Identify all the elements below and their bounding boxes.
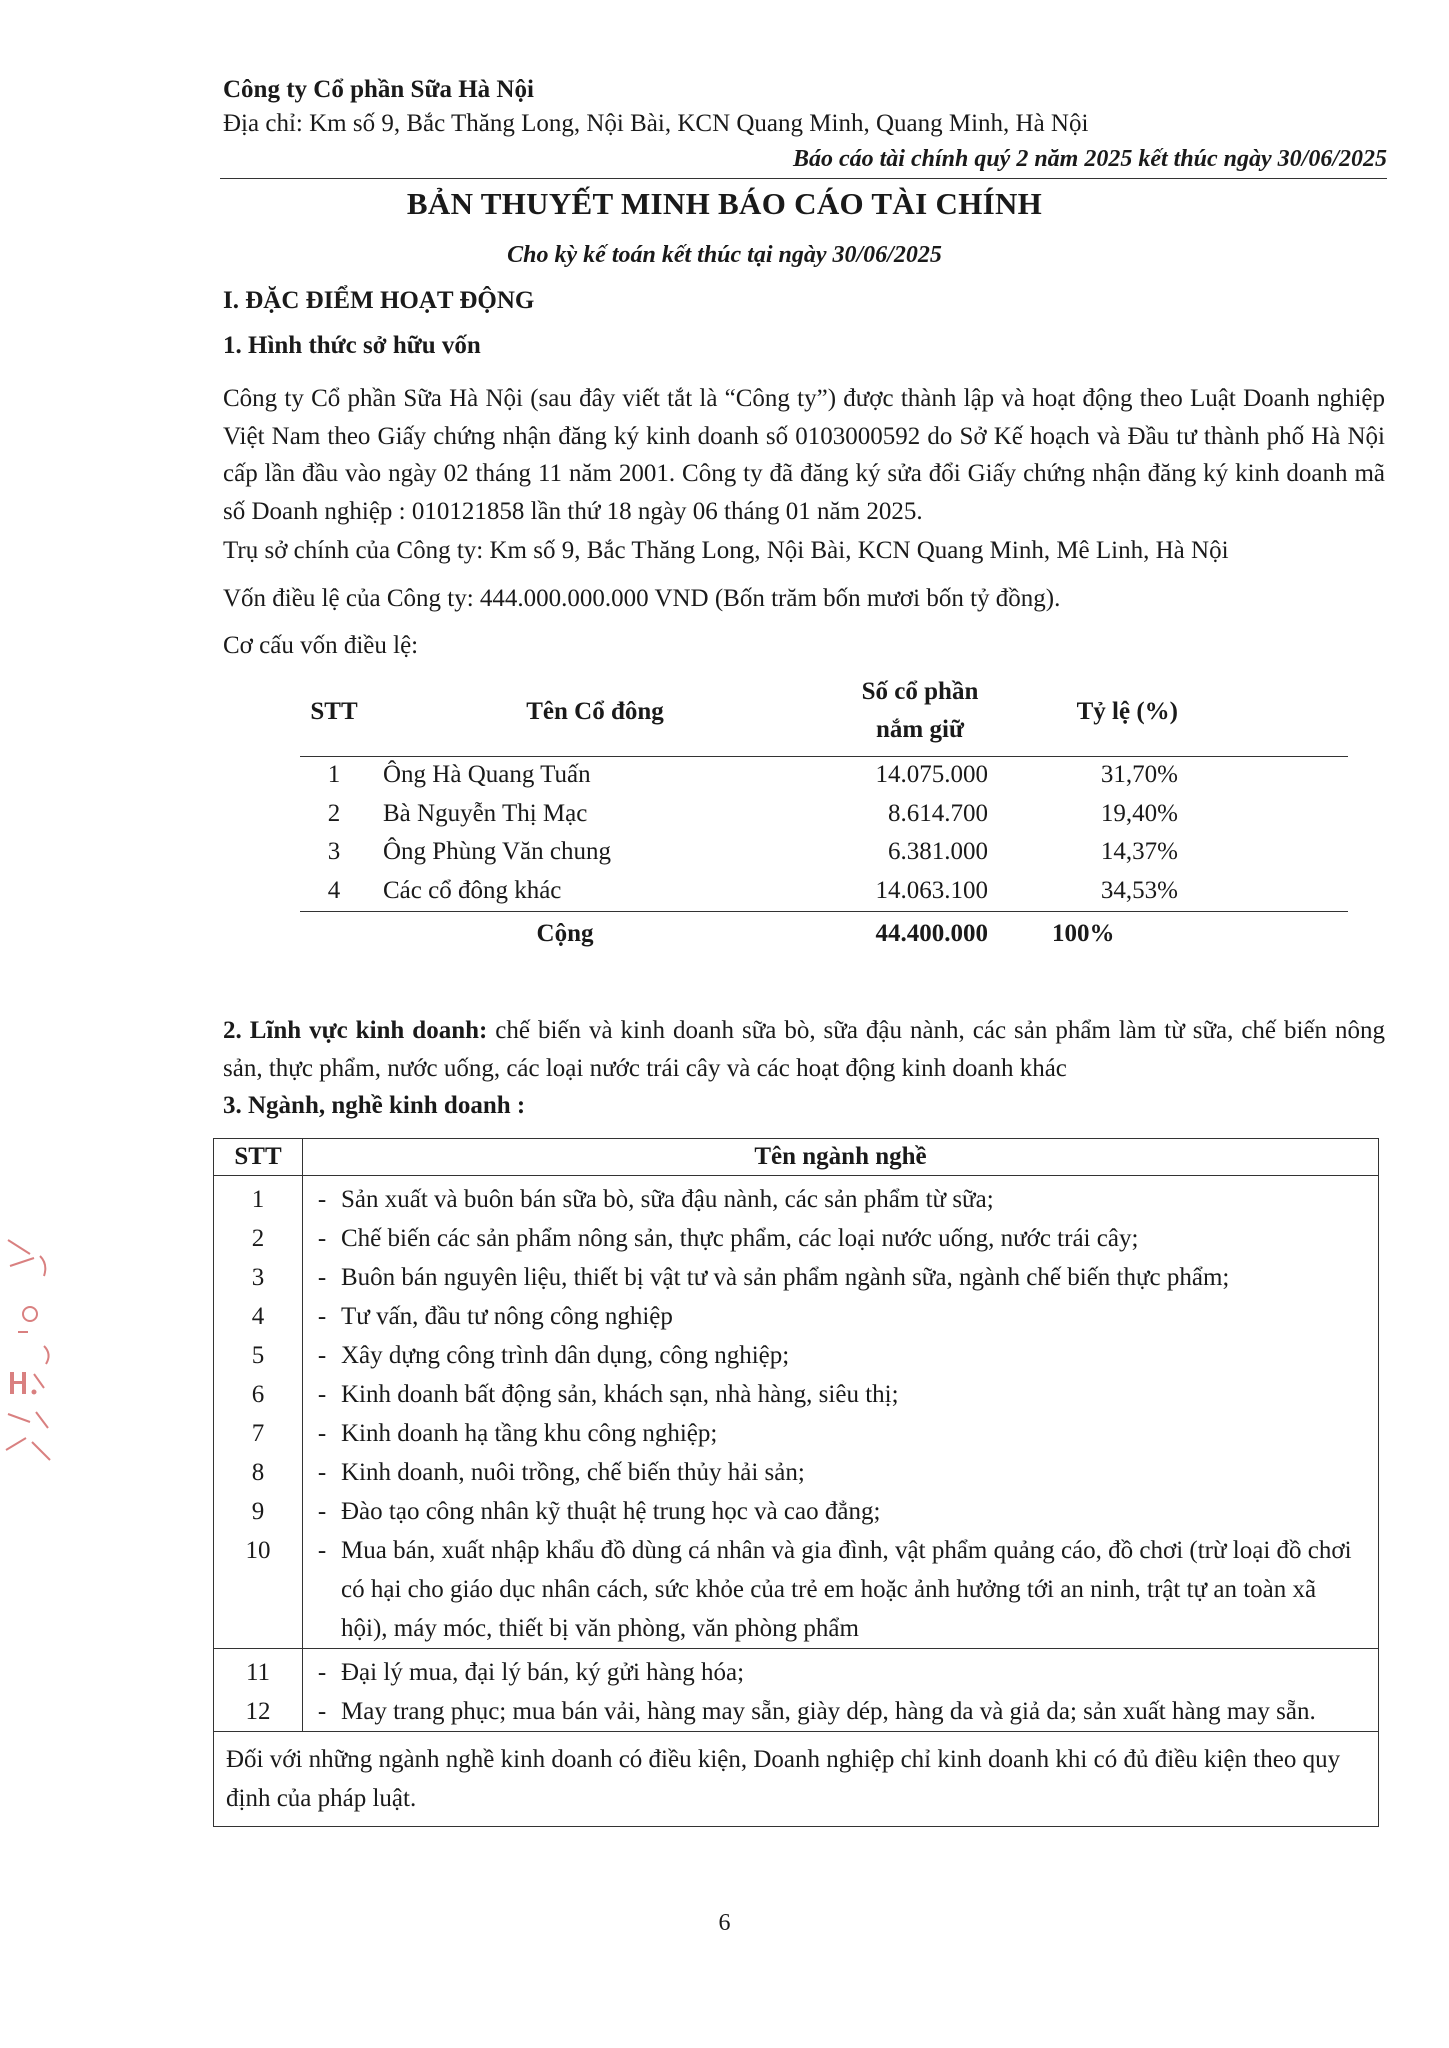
shareholder-stt: 1 — [327, 761, 341, 788]
business-line-text: Kinh doanh bất động sản, khách sạn, nhà hàng, siêu thị; — [341, 1381, 899, 1408]
shareholder-percentage: 19,40% — [1100, 799, 1178, 827]
shareholder-table-header — [300, 676, 1348, 757]
business-field-paragraph — [223, 1012, 1385, 1088]
header-business-name: Tên ngành nghề — [754, 1143, 927, 1170]
company-name: Công ty Cổ phần Sữa Hà Nội — [223, 76, 534, 103]
company-address: Địa chỉ: Km số 9, Bắc Thăng Long, Nội Bài, KCN Quang Minh, Quang Minh, Hà Nội — [223, 110, 1089, 137]
shareholder-percentage: 34,53% — [1100, 876, 1178, 904]
business-line-item — [303, 1336, 1378, 1375]
business-line-text: Buôn bán nguyên liệu, thiết bị vật tư và sản phẩm ngành sữa, ngành chế biến thực phẩm; — [341, 1264, 1230, 1291]
shareholder-row — [300, 834, 1348, 873]
list-dash: - — [317, 1659, 327, 1686]
section-heading-activities: I. ĐẶC ĐIỂM HOẠT ĐỘNG — [223, 287, 535, 314]
shareholder-row — [300, 873, 1348, 912]
list-dash: - — [317, 1537, 327, 1564]
shareholder-percentage: 31,70% — [1100, 761, 1178, 788]
business-group-2 — [214, 1648, 1378, 1731]
business-line-text: Chế biến các sản phẩm nông sản, thực phẩm, các loại nước uống, nước trái cây; — [341, 1225, 1139, 1252]
business-field-label: 2. Lĩnh vực kinh doanh: — [223, 1017, 488, 1044]
subsection-heading-ownership: 1. Hình thức sở hữu vốn — [223, 332, 481, 359]
shareholder-stt: 4 — [327, 876, 341, 904]
business-line-item — [303, 1180, 1378, 1219]
header-shareholder-name: Tên Cổ đông — [526, 698, 664, 725]
shareholder-shares: 14.075.000 — [875, 761, 988, 788]
shareholder-table — [300, 676, 1348, 956]
business-field-text: chế biến và kinh doanh sữa bò, sữa đậu nành, các sản phẩm làm từ sữa, chế biến nông sản, thực phẩm, nước uống, các loại nước trái cây và các hoạt động kinh doanh khác — [223, 1017, 1385, 1082]
business-line-number: 9 — [251, 1498, 265, 1525]
business-line-number: 12 — [245, 1698, 271, 1725]
shareholder-name: Bà Nguyễn Thị Mạc — [383, 799, 588, 827]
business-line-number: 10 — [245, 1537, 271, 1564]
list-dash: - — [317, 1459, 327, 1486]
business-line-item — [303, 1258, 1378, 1297]
business-text-column — [303, 1176, 1378, 1648]
business-line-item — [303, 1219, 1378, 1258]
business-line-number: 11 — [245, 1659, 271, 1686]
shareholder-row — [300, 757, 1348, 796]
capital-structure-label: Cơ cấu vốn điều lệ: — [223, 632, 419, 659]
shareholder-name: Ông Hà Quang Tuấn — [383, 761, 591, 788]
business-line-number: 5 — [251, 1342, 265, 1369]
header-shares-line2: nắm giữ — [876, 716, 964, 743]
shareholder-name: Các cổ đông khác — [383, 876, 562, 904]
business-line-number: 8 — [251, 1459, 265, 1486]
shareholder-shares: 6.381.000 — [888, 838, 988, 865]
business-line-number: 7 — [251, 1420, 265, 1447]
business-line-text: Mua bán, xuất nhập khẩu đồ dùng cá nhân và gia đình, vật phẩm quảng cáo, đồ chơi (trừ loại đồ chơi có hại cho giáo dục nhân cách, sức khỏe của trẻ em hoặc ảnh hưởng tới an ninh, trật tự an toàn xã hội), máy móc, thiết bị văn phòng, văn phòng phẩm — [341, 1537, 1352, 1642]
shareholder-total-row — [300, 911, 1348, 956]
business-line-number: 3 — [251, 1264, 265, 1291]
head-office-line: Trụ sở chính của Công ty: Km số 9, Bắc Thăng Long, Nội Bài, KCN Quang Minh, Mê Linh, Hà Nội — [223, 537, 1229, 564]
total-label: Cộng — [536, 920, 594, 947]
business-line-text: Kinh doanh hạ tầng khu công nghiệp; — [341, 1420, 718, 1447]
business-table-header — [214, 1139, 1378, 1176]
business-number-column — [214, 1649, 303, 1731]
header-divider — [220, 178, 1387, 179]
business-text-column — [303, 1649, 1378, 1731]
business-line-item — [303, 1492, 1378, 1531]
shareholder-stt: 2 — [327, 799, 341, 827]
list-dash: - — [317, 1381, 327, 1408]
business-line-text: Sản xuất và buôn bán sữa bò, sữa đậu nành, các sản phẩm từ sữa; — [341, 1186, 994, 1213]
business-table-note: Đối với những ngành nghề kinh doanh có điều kiện, Doanh nghiệp chỉ kinh doanh khi có đủ điều kiện theo quy định của pháp luật. — [214, 1731, 1378, 1826]
business-line-text: Kinh doanh, nuôi trồng, chế biến thủy hải sản; — [341, 1459, 805, 1486]
business-line-item — [303, 1692, 1378, 1731]
business-lines-heading: 3. Ngành, nghề kinh doanh : — [223, 1092, 526, 1119]
shareholder-name: Ông Phùng Văn chung — [383, 838, 612, 865]
business-line-text: Tư vấn, đầu tư nông công nghiệp — [341, 1303, 673, 1330]
intro-paragraph: Công ty Cổ phần Sữa Hà Nội (sau đây viết tắt là “Công ty”) được thành lập và hoạt động theo Luật Doanh nghiệp Việt Nam theo Giấy chứng nhận đăng ký kinh doanh số 0103000592 do Sở Kế hoạch và Đầu tư thành phố Hà Nội cấp lần đầu vào ngày 02 tháng 11 năm 2001. Công ty đã đăng ký sửa đổi Giấy chứng nhận đăng ký kinh doanh mã số Doanh nghiệp : 010121858 lần thứ 18 ngày 06 tháng 01 năm 2025. — [223, 385, 1385, 525]
document-title: BẢN THUYẾT MINH BÁO CÁO TÀI CHÍNH — [406, 186, 1043, 221]
shareholder-rows — [300, 757, 1348, 911]
header-stt: STT — [310, 698, 358, 725]
list-dash: - — [317, 1698, 327, 1725]
header-stt: STT — [214, 1139, 303, 1175]
business-line-text: Đào tạo công nhân kỹ thuật hệ trung học và cao đẳng; — [341, 1498, 881, 1525]
shareholder-stt: 3 — [327, 838, 341, 865]
total-percentage: 100% — [1052, 920, 1115, 947]
business-line-item — [303, 1531, 1378, 1648]
business-number-column — [214, 1176, 303, 1648]
page-number: 6 — [718, 1910, 731, 1936]
business-lines-table — [213, 1138, 1379, 1827]
business-group-1 — [214, 1176, 1378, 1648]
business-line-number: 1 — [251, 1186, 265, 1213]
list-dash: - — [317, 1498, 327, 1525]
shareholder-percentage: 14,37% — [1100, 838, 1178, 865]
business-line-number: 4 — [251, 1303, 265, 1330]
business-line-item — [303, 1453, 1378, 1492]
header-percentage: Tỷ lệ (%) — [1076, 698, 1178, 725]
list-dash: - — [317, 1303, 327, 1330]
list-dash: - — [317, 1264, 327, 1291]
charter-capital-line: Vốn điều lệ của Công ty: 444.000.000.000 VND (Bốn trăm bốn mươi bốn tỷ đồng). — [223, 585, 1061, 612]
business-line-text: May trang phục; mua bán vải, hàng may sẵn, giày dép, hàng da và giả da; sản xuất hàng may sẵn. — [341, 1698, 1316, 1725]
list-dash: - — [317, 1420, 327, 1447]
list-dash: - — [317, 1342, 327, 1369]
business-line-number: 6 — [251, 1381, 265, 1408]
business-line-number: 2 — [251, 1225, 265, 1252]
business-line-item — [303, 1297, 1378, 1336]
business-line-item — [303, 1375, 1378, 1414]
total-shares: 44.400.000 — [875, 920, 988, 947]
business-line-item — [303, 1414, 1378, 1453]
business-line-text: Đại lý mua, đại lý bán, ký gửi hàng hóa; — [341, 1659, 745, 1686]
list-dash: - — [317, 1186, 327, 1213]
stamp-edge-mark — [0, 1236, 60, 1466]
business-line-text: Xây dựng công trình dân dụng, công nghiệp; — [341, 1342, 790, 1369]
business-line-item — [303, 1653, 1378, 1692]
shareholder-row — [300, 796, 1348, 835]
document-subtitle: Cho kỳ kế toán kết thúc tại ngày 30/06/2025 — [507, 242, 942, 268]
shareholder-shares: 14.063.100 — [875, 876, 988, 904]
report-period: Báo cáo tài chính quý 2 năm 2025 kết thúc ngày 30/06/2025 — [792, 146, 1387, 172]
header-shares-line1: Số cổ phần — [861, 678, 979, 705]
list-dash: - — [317, 1225, 327, 1252]
shareholder-shares: 8.614.700 — [888, 799, 988, 827]
